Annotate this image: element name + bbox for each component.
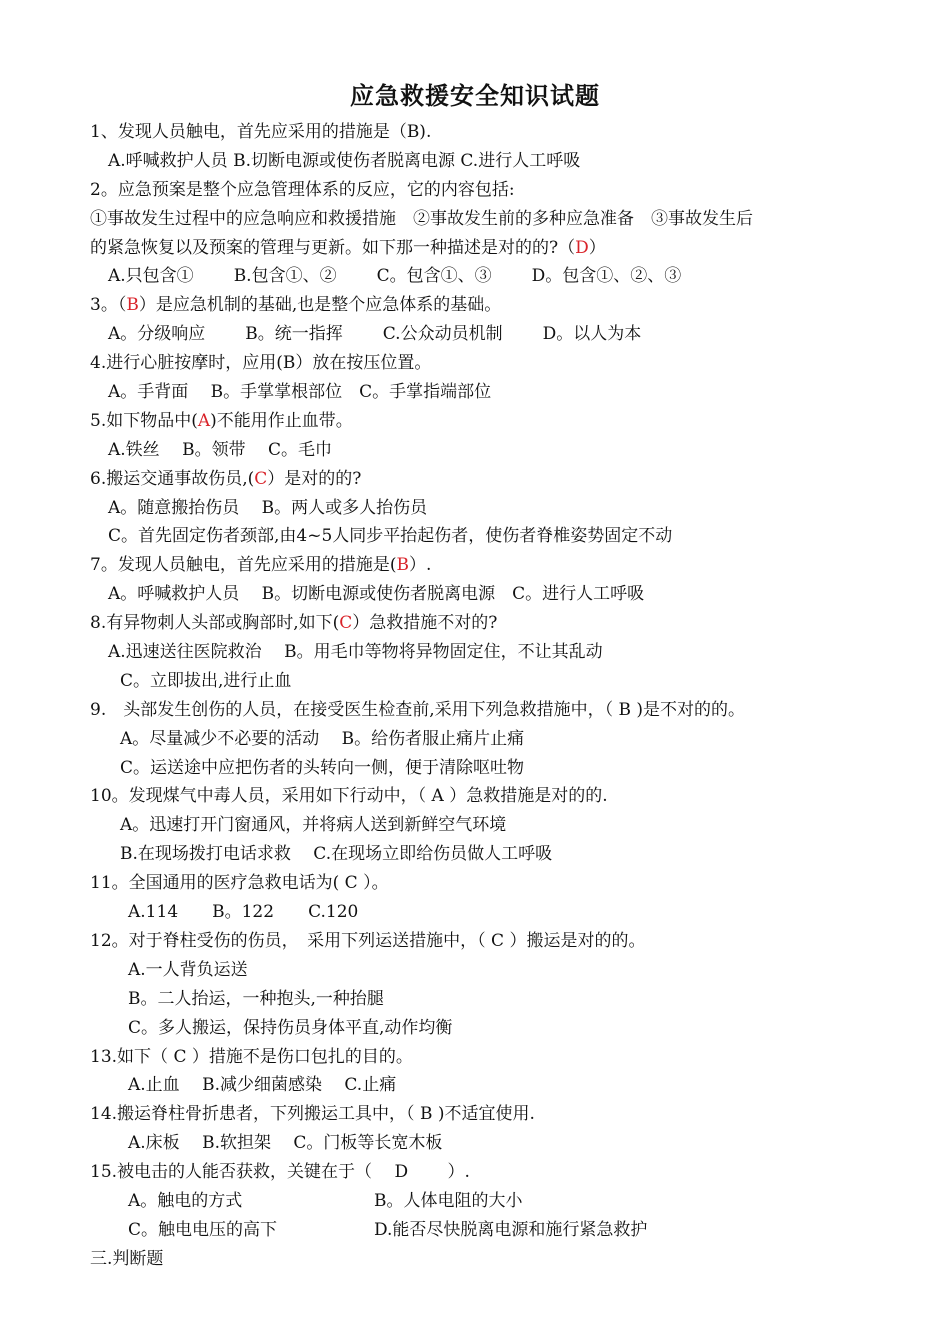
question-11: 11。全国通用的医疗急救电话为( C ）。 (90, 873, 389, 894)
option-a: A.只包含① (108, 266, 194, 287)
question-1-options: A.呼喊救护人员 B.切断电源或使伤者脱离电源 C.进行人工呼吸 (108, 150, 581, 171)
question-9-options-1: A。尽量减少不必要的活动 B。给伤者服止痛片止痛 (120, 728, 525, 749)
question-15-options-1 (90, 1187, 860, 1216)
option-c: C.公众动员机制 (382, 324, 503, 345)
question-6-pre: 6.搬运交通事故伤员,( (90, 468, 255, 489)
option-b: B。统一指挥 (245, 324, 343, 345)
question-2-line2: ①事故发生过程中的应急响应和救援措施 ②事故发生前的多种应急准备 ③事故发生后 (90, 208, 753, 229)
question-6-post: ）是对的的? (267, 468, 362, 489)
question-9-options-2: C。运送途中应把伤者的头转向一侧，便于清除呕吐物 (120, 757, 525, 778)
question-7 (90, 551, 860, 580)
question-2-text: 的紧急恢复以及预案的管理与更新。如下那一种描述是对的的?（ (90, 237, 576, 258)
question-list (90, 118, 860, 1274)
question-9: 9. 头部发生创伤的人员，在接受医生检查前,采用下列急救措施中，（ B )是不对的的。 (90, 699, 746, 720)
question-2-answer: D (575, 237, 589, 258)
question-8-post: ）急救措施不对的? (352, 613, 498, 634)
question-6-answer: C (254, 468, 268, 489)
question-6 (90, 465, 860, 494)
question-13-options: A.止血 B.减少细菌感染 C.止痛 (128, 1075, 397, 1096)
question-10: 10。发现煤气中毒人员，采用如下行动中，（ A ）急救措施是对的的. (90, 786, 608, 807)
question-3-post: ）是应急机制的基础,也是整个应急体系的基础。 (138, 295, 502, 316)
option-d: D。包含①、②、③ (531, 266, 682, 287)
question-12-options-1: A.一人背负运送 (128, 959, 248, 980)
question-14: 14.搬运脊柱骨折患者，下列搬运工具中，（ B )不适宜使用. (90, 1104, 535, 1125)
question-10-options-2: B.在现场拨打电话求救 C.在现场立即给伤员做人工呼吸 (120, 844, 553, 865)
question-3-answer: B (126, 295, 139, 316)
question-6-options-1: A。随意搬抬伤员 B。两人或多人抬伤员 (108, 497, 428, 518)
option-d: D.能否尽快脱离电源和施行紧急救护 (374, 1219, 648, 1240)
option-a: A。触电的方式 (128, 1190, 243, 1211)
option-a: A。分级响应 (108, 324, 206, 345)
question-12-options-2: B。二人抬运，一种抱头,一种抬腿 (128, 988, 384, 1009)
question-2-line3 (90, 234, 860, 263)
question-7-post: ）. (408, 555, 432, 576)
question-2: 2。应急预案是整个应急管理体系的反应，它的内容包括: (90, 179, 515, 200)
question-4-options: A。手背面 B。手掌掌根部位 C。手掌指端部位 (108, 382, 492, 403)
question-15: 15.被电击的人能否获救，关键在于（ D ）. (90, 1162, 470, 1183)
question-8-options-2: C。立即拔出,进行止血 (120, 670, 292, 691)
question-10-options-1: A。迅速打开门窗通风，并将病人送到新鲜空气环境 (120, 815, 507, 836)
question-1: 1、发现人员触电，首先应采用的措施是（B). (90, 122, 432, 142)
option-b: B。人体电阻的大小 (374, 1190, 523, 1211)
option-c: C。触电电压的高下 (128, 1219, 278, 1240)
question-5-pre: 5.如下物品中( (90, 410, 198, 431)
question-4: 4.进行心脏按摩时，应用(B）放在按压位置。 (90, 353, 432, 374)
question-12-options-3: C。多人搬运，保持伤员身体平直,动作均衡 (128, 1017, 453, 1038)
option-b: B.包含①、② (233, 266, 337, 287)
page-title: 应急救援安全知识试题 (350, 82, 600, 110)
question-13: 13.如下（ C ）措施不是伤口包扎的目的。 (90, 1046, 413, 1067)
question-3-pre: 3。（ (90, 295, 127, 316)
question-8 (90, 609, 860, 638)
question-11-options: A.114 B。122 C.120 (128, 902, 359, 923)
question-3 (90, 291, 860, 320)
question-2-close: ） (588, 237, 606, 258)
question-5 (90, 407, 860, 436)
question-3-options (90, 320, 860, 349)
question-5-post: )不能用作止血带。 (210, 410, 353, 431)
option-c: C。包含①、③ (376, 266, 492, 287)
question-7-pre: 7。发现人员触电，首先应采用的措施是( (90, 555, 397, 576)
question-8-answer: C (339, 613, 353, 634)
question-8-pre: 8.有异物刺人头部或胸部时,如下( (90, 613, 340, 634)
question-6-options-2: C。首先固定伤者颈部,由4~5人同步平抬起伤者，使伤者脊椎姿势固定不动 (108, 526, 673, 547)
question-7-options: A。呼喊救护人员 B。切断电源或使伤者脱离电源 C。进行人工呼吸 (108, 584, 645, 605)
question-7-answer: B (396, 555, 409, 576)
question-2-options (90, 262, 860, 291)
question-15-options-2 (90, 1216, 860, 1245)
question-14-options: A.床板 B.软担架 C。门板等长宽木板 (128, 1133, 443, 1154)
question-8-options-1: A.迅速送往医院救治 B。用毛巾等物将异物固定住，不让其乱动 (108, 642, 603, 663)
option-d: D。以人为本 (542, 324, 642, 345)
question-5-answer: A (197, 410, 211, 431)
question-12: 12。对于脊柱受伤的伤员， 采用下列运送措施中，（ C ）搬运是对的的。 (90, 930, 646, 951)
section-heading-judgment: 三.判断题 (90, 1248, 164, 1269)
question-5-options: A.铁丝 B。领带 C。毛巾 (108, 439, 332, 460)
